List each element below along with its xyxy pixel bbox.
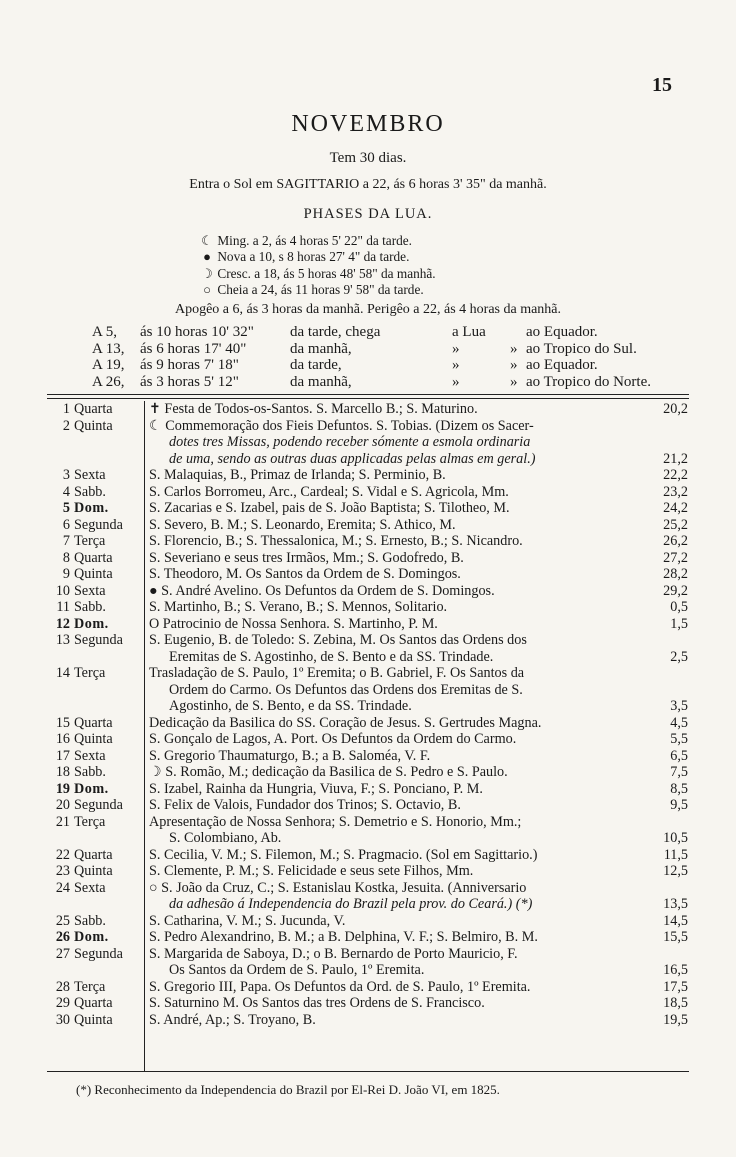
equator-when: da tarde, — [290, 357, 342, 373]
equator-row — [92, 324, 651, 341]
weekday: Dom. — [74, 929, 109, 945]
moon-phase-row — [200, 249, 436, 265]
moon-age-value: 16,5 — [663, 962, 688, 978]
weekday: Segunda — [74, 945, 123, 962]
saints-line: dotes tres Missas, podendo receber sómente a esmola ordinaria — [169, 434, 531, 450]
day-number: 1 — [62, 401, 70, 417]
day-number: 22 — [55, 846, 70, 863]
day-number: 24 — [55, 879, 70, 896]
moon-age-value: 15,5 — [663, 929, 688, 945]
moon-age-value: 24,2 — [663, 500, 688, 516]
day-number: 7 — [62, 533, 70, 549]
day-number: 18 — [55, 764, 70, 780]
equator-dest: ao Equador. — [526, 357, 598, 373]
saints-line: da adhesão á Independencia do Brazil pela prov. do Ceará.) (*) — [169, 896, 533, 912]
moon-age-value: 27,2 — [663, 549, 688, 566]
day-cell — [48, 847, 144, 864]
apogee-perigee-line: Apogêo a 6, ás 3 horas da manhã. Perigêo a 22, ás 4 horas da manhã. — [174, 302, 562, 317]
moon-age-value: 0,5 — [670, 599, 688, 615]
saints-line: S. Zacarias e S. Izabel, pais de S. João Baptista; S. Tilotheo, M. — [149, 500, 510, 516]
page-title: NOVEMBRO — [291, 111, 445, 137]
moon-age-value: 19,5 — [663, 1011, 688, 1028]
day-cell — [48, 1012, 144, 1029]
weekday: Dom. — [74, 780, 109, 797]
day-number: 14 — [55, 665, 70, 681]
day-cell — [48, 632, 144, 649]
weekday: Quarta — [74, 995, 113, 1011]
weekday: Sabb. — [74, 912, 106, 929]
saints-line: Os Santos da Ordem de S. Paulo, 1º Eremita. — [169, 962, 425, 978]
moon-age-value: 23,2 — [663, 483, 688, 500]
moon-phase-row — [200, 282, 436, 298]
day-cell — [48, 599, 144, 616]
moon-age-value: 14,5 — [663, 912, 688, 929]
day-number: 27 — [55, 945, 70, 962]
day-number: 20 — [55, 797, 70, 813]
day-cell — [48, 797, 144, 814]
saints-text — [149, 715, 642, 732]
table-top-rule-thin — [47, 398, 689, 399]
saints-text — [149, 748, 642, 765]
footnote: (*) Reconhecimento da Independencia do Brazil por El-Rei D. João VI, em 1825. — [76, 1082, 500, 1097]
equator-when: da tarde, chega — [290, 324, 381, 340]
calendar-row — [48, 484, 688, 501]
calendar-row — [48, 781, 688, 798]
saints-text — [149, 995, 642, 1012]
saints-text — [149, 599, 642, 616]
day-cell — [48, 946, 144, 963]
saints-line: Apresentação de Nossa Senhora; S. Demetrio e S. Honorio, Mm.; — [149, 813, 522, 830]
day-cell — [48, 995, 144, 1012]
saints-line: ☾ Commemoração dos Fieis Defuntos. S. Tobias. (Dizem os Sacer- — [149, 417, 534, 434]
moon-phase-icon: ☽ — [201, 265, 213, 281]
saints-text — [149, 880, 642, 913]
moon-phase-icon: ● — [203, 249, 211, 265]
moon-phases-list — [200, 233, 436, 298]
day-number: 23 — [55, 863, 70, 879]
weekday: Quarta — [74, 846, 113, 863]
moon-age-value: 3,5 — [670, 698, 688, 714]
day-cell — [48, 880, 144, 897]
day-cell — [48, 418, 144, 435]
equator-mark: » — [452, 340, 460, 357]
moon-phase-row — [200, 266, 436, 282]
equator-dest: ao Tropico do Norte. — [526, 373, 651, 390]
saints-text — [149, 863, 642, 880]
moon-phase-text: Nova a 10, s 8 horas 27' 4" da tarde. — [217, 249, 410, 265]
day-number: 29 — [55, 995, 70, 1011]
moon-age-value: 7,5 — [670, 764, 688, 780]
calendar-row — [48, 995, 688, 1012]
saints-line: ○ S. João da Cruz, C.; S. Estanislau Kostka, Jesuita. (Anniversario — [149, 879, 527, 896]
moon-phase-text: Ming. a 2, ás 4 horas 5' 22" da tarde. — [217, 233, 413, 248]
equator-row — [92, 357, 651, 374]
day-number: 12 — [55, 615, 70, 632]
saints-line: S. Izabel, Rainha da Hungria, Viuva, F.; S. Ponciano, P. M. — [149, 780, 483, 797]
saints-text — [149, 484, 642, 501]
saints-text — [149, 401, 642, 418]
equator-row — [92, 374, 651, 391]
saints-text — [149, 979, 642, 996]
saints-line: Agostinho, de S. Bento, e da SS. Trindade. — [169, 698, 412, 714]
weekday: Dom. — [74, 615, 109, 632]
saints-text — [149, 929, 642, 946]
equator-date: A 13, — [92, 340, 125, 357]
saints-text — [149, 550, 642, 567]
equator-time: ás 10 horas 10' 32" — [140, 324, 254, 340]
equator-mark: » — [452, 373, 460, 390]
calendar-row — [48, 665, 688, 715]
weekday: Sexta — [74, 879, 106, 896]
day-cell — [48, 533, 144, 550]
moon-age-value: 10,5 — [663, 830, 688, 846]
calendar-row — [48, 764, 688, 781]
saints-line: ☽ S. Romão, M.; dedicação da Basilica de S. Pedro e S. Paulo. — [149, 764, 508, 780]
equator-when: da manhã, — [290, 373, 352, 390]
calendar-row — [48, 632, 688, 665]
moon-phase-row — [200, 233, 436, 249]
saints-text — [149, 583, 642, 600]
day-cell — [48, 715, 144, 732]
calendar-row — [48, 979, 688, 996]
day-cell — [48, 616, 144, 633]
saints-calendar-table — [48, 401, 688, 1028]
moon-age-value: 28,2 — [663, 566, 688, 582]
equator-date: A 5, — [92, 324, 118, 340]
saints-line: S. Severiano e seus tres Irmãos, Mm.; S. Godofredo, B. — [149, 549, 464, 566]
moon-age-value: 2,5 — [670, 648, 688, 665]
day-number: 6 — [62, 516, 70, 533]
saints-line: de uma, sendo as outras duas applicadas pelas almas em geral.) — [169, 450, 536, 467]
calendar-row — [48, 500, 688, 517]
weekday: Dom. — [74, 500, 109, 516]
saints-line: Eremitas de S. Agostinho, de S. Bento e da SS. Trindade. — [169, 648, 494, 665]
weekday: Quinta — [74, 863, 113, 879]
day-number: 13 — [55, 632, 70, 648]
saints-line: Dedicação da Basilica do SS. Coração de Jesus. S. Gertrudes Magna. — [149, 714, 542, 731]
equator-mark: a Lua — [452, 324, 486, 340]
day-number: 5 — [62, 500, 70, 516]
saints-line: O Patrocinio de Nossa Senhora. S. Martinho, P. M. — [149, 615, 438, 632]
moon-phase-icon: ○ — [203, 281, 211, 297]
day-cell — [48, 748, 144, 765]
saints-line: S. Florencio, B.; S. Thessalonica, M.; S. Ernesto, B.; S. Nicandro. — [149, 533, 523, 549]
day-number: 25 — [55, 912, 70, 929]
day-cell — [48, 401, 144, 418]
day-cell — [48, 500, 144, 517]
day-cell — [48, 764, 144, 781]
calendar-row — [48, 467, 688, 484]
equator-when: da manhã, — [290, 340, 352, 357]
moon-phase-text: Cheia a 24, ás 11 horas 9' 58" da tarde. — [217, 281, 424, 297]
moon-phase-text: Cresc. a 18, ás 5 horas 48' 58" da manhã. — [217, 265, 436, 281]
day-cell — [48, 979, 144, 996]
calendar-row — [48, 847, 688, 864]
saints-text — [149, 632, 642, 665]
calendar-row — [48, 616, 688, 633]
calendar-row — [48, 715, 688, 732]
calendar-row — [48, 913, 688, 930]
calendar-row — [48, 863, 688, 880]
day-cell — [48, 566, 144, 583]
calendar-row — [48, 880, 688, 913]
moon-age-value: 4,5 — [670, 714, 688, 731]
weekday: Quarta — [74, 401, 113, 417]
saints-line: S. Cecilia, V. M.; S. Filemon, M.; S. Pragmacio. (Sol em Sagittario.) — [149, 846, 538, 863]
moon-age-value: 13,5 — [663, 896, 688, 912]
day-number: 10 — [55, 582, 70, 599]
equator-mark: » — [452, 357, 460, 373]
day-number: 11 — [56, 599, 70, 615]
weekday: Sabb. — [74, 599, 106, 615]
weekday: Terça — [74, 978, 106, 995]
weekday: Quinta — [74, 566, 113, 582]
day-number: 15 — [55, 714, 70, 731]
moon-age-value: 20,2 — [663, 401, 688, 417]
day-number: 3 — [62, 467, 70, 483]
calendar-row — [48, 599, 688, 616]
weekday: Sexta — [74, 582, 106, 599]
weekday: Sabb. — [74, 764, 106, 780]
calendar-row — [48, 946, 688, 979]
calendar-row — [48, 533, 688, 550]
weekday: Quinta — [74, 1011, 113, 1028]
day-number: 28 — [55, 978, 70, 995]
equator-row — [92, 341, 651, 358]
day-number: 2 — [62, 417, 70, 434]
saints-line: S. Gonçalo de Lagos, A. Port. Os Defuntos da Ordem do Carmo. — [149, 731, 517, 747]
saints-line: S. Catharina, V. M.; S. Jucunda, V. — [149, 912, 346, 929]
saints-line: S. Pedro Alexandrino, B. M.; a B. Delphina, V. F.; S. Belmiro, B. M. — [149, 929, 538, 945]
moon-age-value: 18,5 — [663, 995, 688, 1011]
moon-age-value: 21,2 — [663, 450, 688, 467]
equator-time: ás 3 horas 5' 12" — [140, 373, 239, 390]
day-number: 16 — [55, 731, 70, 747]
weekday: Sexta — [74, 467, 106, 483]
saints-text — [149, 797, 642, 814]
saints-text — [149, 566, 642, 583]
saints-text — [149, 913, 642, 930]
calendar-row — [48, 814, 688, 847]
moon-equator-table — [92, 324, 651, 390]
saints-text — [149, 781, 642, 798]
saints-line: Ordem do Carmo. Os Defuntos das Ordens dos Eremitas de S. — [169, 681, 523, 698]
day-cell — [48, 913, 144, 930]
phases-heading: PHASES DA LUA. — [303, 206, 433, 222]
table-top-rule — [47, 394, 689, 395]
equator-time: ás 9 horas 7' 18" — [140, 357, 239, 373]
calendar-row — [48, 797, 688, 814]
saints-line: S. Margarida de Saboya, D.; o B. Bernardo de Porto Mauricio, F. — [149, 945, 518, 962]
day-number: 17 — [55, 747, 70, 764]
saints-text — [149, 467, 642, 484]
day-number: 8 — [62, 549, 70, 566]
day-cell — [48, 781, 144, 798]
day-cell — [48, 814, 144, 831]
calendar-row — [48, 566, 688, 583]
weekday: Quarta — [74, 549, 113, 566]
weekday: Segunda — [74, 797, 123, 813]
calendar-row — [48, 929, 688, 946]
saints-text — [149, 665, 642, 715]
moon-age-value: 1,5 — [670, 615, 688, 632]
day-cell — [48, 484, 144, 501]
equator-dest: ao Equador. — [526, 324, 598, 340]
saints-text — [149, 731, 642, 748]
moon-age-value: 5,5 — [670, 731, 688, 747]
day-cell — [48, 665, 144, 682]
day-cell — [48, 929, 144, 946]
day-number: 30 — [55, 1011, 70, 1028]
day-number: 4 — [62, 483, 70, 500]
day-cell — [48, 517, 144, 534]
equator-mark: » — [510, 357, 518, 373]
saints-text — [149, 1012, 642, 1029]
saints-line: S. Felix de Valois, Fundador dos Trinos; S. Octavio, B. — [149, 797, 461, 813]
saints-line: ✝ Festa de Todos-os-Santos. S. Marcello B.; S. Maturino. — [149, 401, 478, 417]
saints-line: S. Eugenio, B. de Toledo: S. Zebina, M. Os Santos das Ordens dos — [149, 632, 527, 648]
calendar-row — [48, 517, 688, 534]
saints-text — [149, 847, 642, 864]
weekday: Quinta — [74, 417, 113, 434]
day-cell — [48, 467, 144, 484]
calendar-row — [48, 418, 688, 468]
saints-line: S. Gregorio III, Papa. Os Defuntos da Ord. de S. Paulo, 1º Eremita. — [149, 978, 531, 995]
weekday: Sexta — [74, 747, 106, 764]
weekday: Segunda — [74, 516, 123, 533]
weekday: Terça — [74, 813, 106, 830]
page-number: 15 — [652, 74, 672, 96]
saints-line: S. Saturnino M. Os Santos das tres Ordens de S. Francisco. — [149, 995, 485, 1011]
moon-age-value: 26,2 — [663, 533, 688, 549]
saints-text — [149, 418, 642, 468]
day-cell — [48, 863, 144, 880]
moon-age-value: 12,5 — [663, 863, 688, 879]
moon-age-value: 8,5 — [670, 780, 688, 797]
equator-date: A 26, — [92, 373, 125, 390]
saints-text — [149, 533, 642, 550]
weekday: Sabb. — [74, 483, 106, 500]
saints-text — [149, 814, 642, 847]
calendar-row — [48, 550, 688, 567]
calendar-row — [48, 583, 688, 600]
equator-time: ás 6 horas 17' 40" — [140, 340, 247, 357]
table-bottom-rule — [47, 1071, 689, 1072]
saints-text — [149, 764, 642, 781]
day-cell — [48, 731, 144, 748]
calendar-row — [48, 401, 688, 418]
saints-line: S. Malaquias, B., Primaz de Irlanda; S. Perminio, B. — [149, 467, 446, 483]
day-number: 26 — [55, 929, 70, 945]
day-cell — [48, 550, 144, 567]
saints-line: S. Clemente, P. M.; S. Felicidade e seus sete Filhos, Mm. — [149, 863, 474, 879]
saints-text — [149, 500, 642, 517]
saints-text — [149, 616, 642, 633]
equator-mark: » — [510, 373, 518, 390]
equator-date: A 19, — [92, 357, 125, 373]
day-number: 19 — [55, 780, 70, 797]
saints-line: S. Carlos Borromeu, Arc., Cardeal; S. Vidal e S. Agricola, Mm. — [149, 483, 509, 500]
saints-text — [149, 517, 642, 534]
day-number: 21 — [55, 813, 70, 830]
calendar-row — [48, 731, 688, 748]
weekday: Quarta — [74, 714, 113, 731]
weekday: Terça — [74, 533, 106, 549]
weekday: Terça — [74, 665, 106, 681]
moon-age-value: 25,2 — [663, 516, 688, 533]
moon-phase-icon: ☾ — [201, 233, 213, 248]
saints-line: S. Severo, B. M.; S. Leonardo, Eremita; S. Athico, M. — [149, 516, 456, 533]
moon-age-value: 11,5 — [663, 846, 688, 863]
saints-line: Trasladação de S. Paulo, 1º Eremita; o B. Gabriel, F. Os Santos da — [149, 665, 525, 681]
saints-line: S. Gregorio Thaumaturgo, B.; a B. Saloméa, V. F. — [149, 747, 431, 764]
day-cell — [48, 583, 144, 600]
day-number: 9 — [62, 566, 70, 582]
sol-entry-line: Entra o Sol em SAGITTARIO a 22, ás 6 horas 3' 35" da manhã. — [189, 177, 547, 192]
moon-age-value: 29,2 — [663, 582, 688, 599]
calendar-row — [48, 1012, 688, 1029]
moon-age-value: 22,2 — [663, 467, 688, 483]
weekday: Segunda — [74, 632, 123, 648]
subtitle: Tem 30 dias. — [329, 150, 407, 166]
moon-age-value: 9,5 — [670, 797, 688, 813]
moon-age-value: 17,5 — [663, 978, 688, 995]
equator-dest: ao Tropico do Sul. — [526, 340, 637, 357]
saints-line: S. Martinho, B.; S. Verano, B.; S. Mennos, Solitario. — [149, 599, 448, 615]
saints-line: ● S. André Avelino. Os Defuntos da Ordem de S. Domingos. — [149, 582, 495, 599]
weekday: Quinta — [74, 731, 113, 747]
moon-age-value: 6,5 — [670, 747, 688, 764]
saints-line: S. André, Ap.; S. Troyano, B. — [149, 1011, 316, 1028]
saints-line: S. Theodoro, M. Os Santos da Ordem de S. Domingos. — [149, 566, 461, 582]
equator-mark: » — [510, 340, 518, 357]
saints-line: S. Colombiano, Ab. — [169, 830, 282, 846]
saints-text — [149, 946, 642, 979]
calendar-row — [48, 748, 688, 765]
